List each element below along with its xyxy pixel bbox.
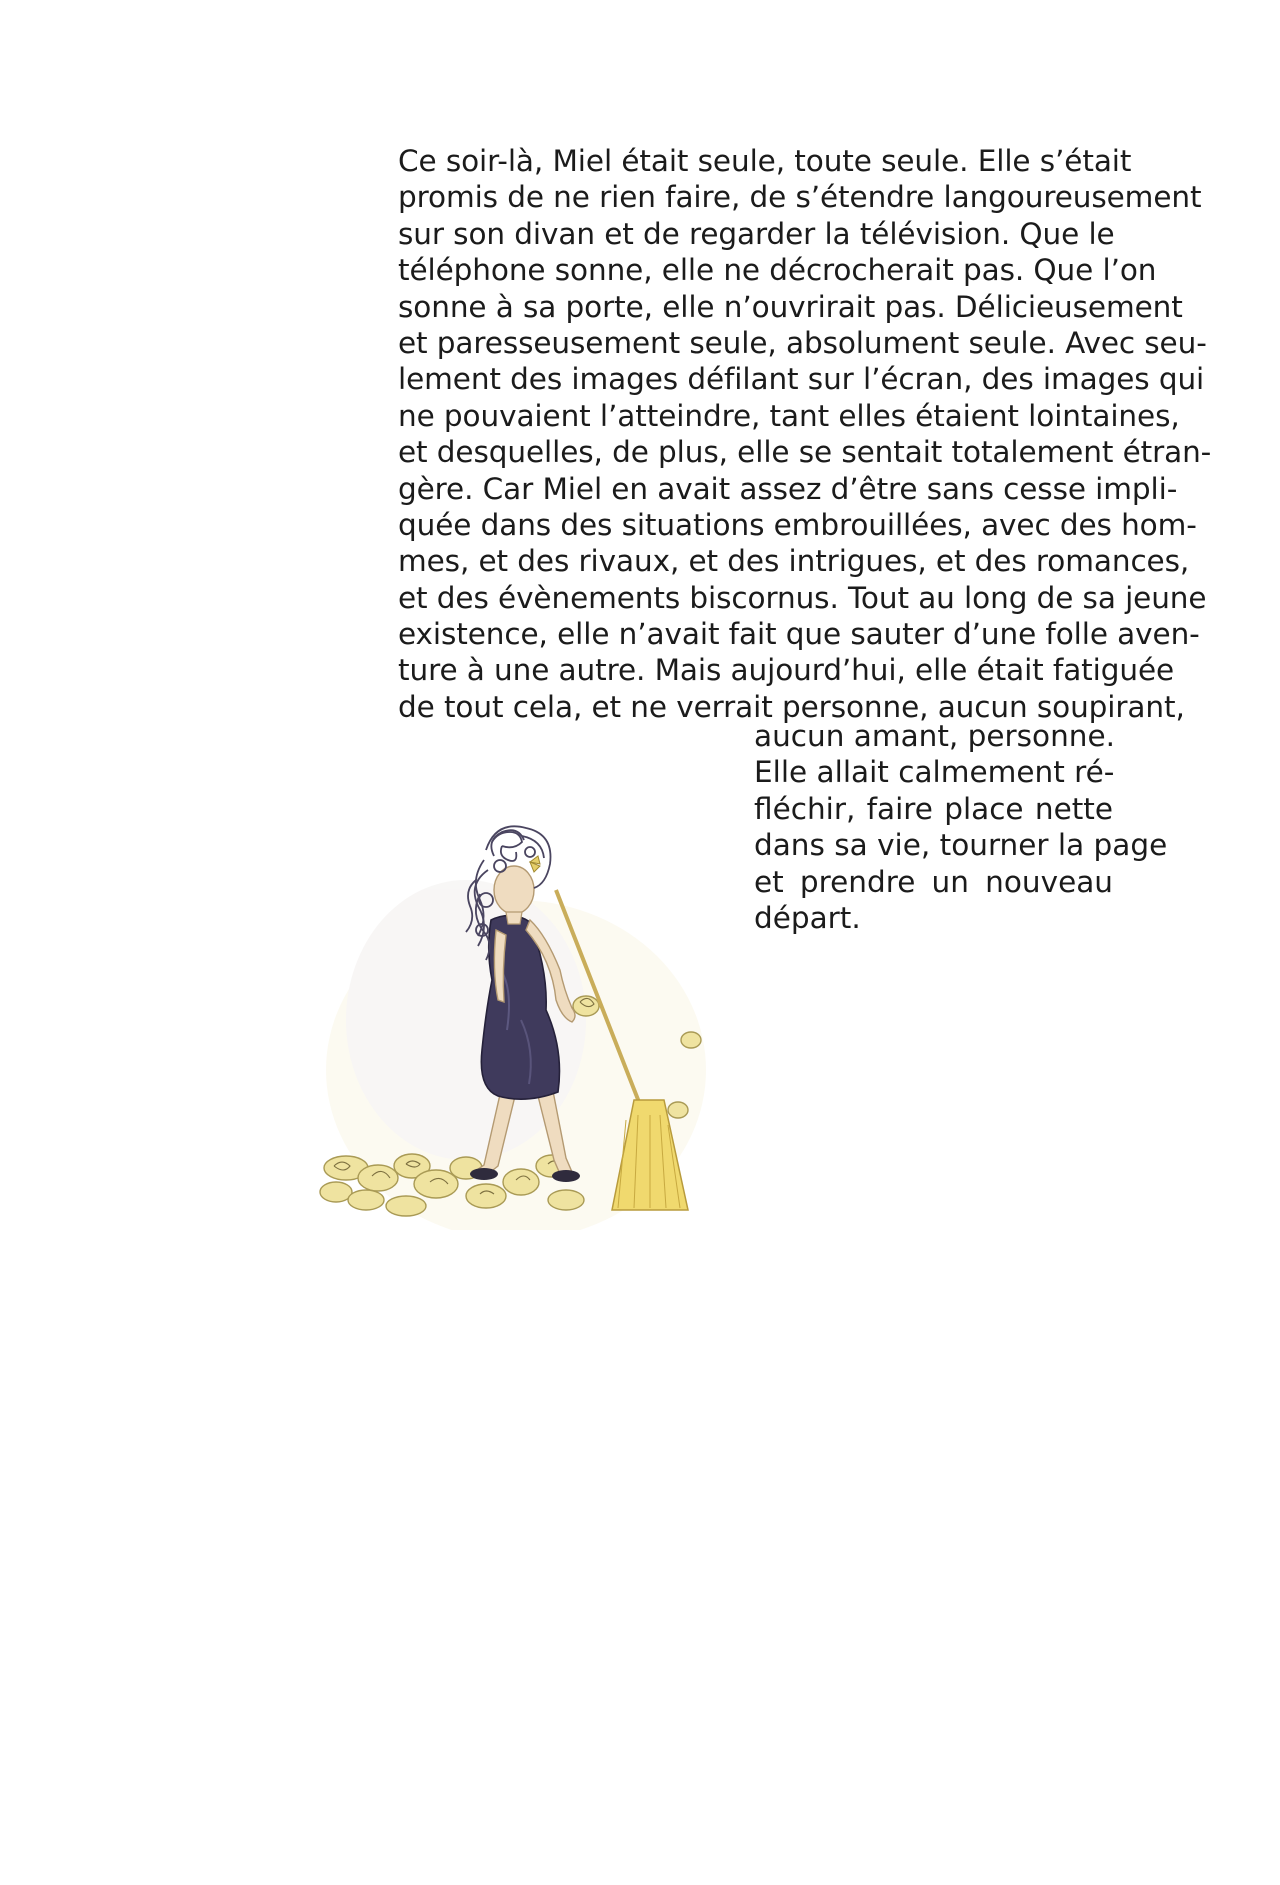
- paragraph-line: ture à une autre. Mais aujourd’hui, elle était fatiguée: [398, 653, 1175, 688]
- hair-ribbon-icon: [530, 856, 540, 872]
- story-paragraph: [398, 143, 1212, 725]
- paragraph-line: aucun amant, personne.: [754, 719, 1116, 753]
- paragraph-line: et prendre un nouveau: [754, 864, 1113, 899]
- paragraph-line: Elle allait calmement ré-: [754, 755, 1115, 790]
- paragraph-line: lement des images défilant sur l’écran, des images qui: [398, 362, 1205, 397]
- paragraph-line: promis de ne rien faire, de s’étendre langoureusement: [398, 180, 1202, 215]
- paragraph-line: existence, elle n’avait fait que sauter d’une folle aven-: [398, 617, 1200, 652]
- paragraph-line: dans sa vie, tourner la page: [754, 828, 1168, 863]
- paragraph-line: départ.: [754, 900, 861, 935]
- paragraph-line: fléchir, faire place nette: [754, 791, 1113, 826]
- story-paragraph-continuation: [754, 718, 1168, 936]
- paragraph-line: Ce soir-là, Miel était seule, toute seule. Elle s’était: [398, 144, 1132, 178]
- paragraph-line: sur son divan et de regarder la télévision. Que le: [398, 216, 1115, 251]
- paragraph-line: sonne à sa porte, elle n’ouvrirait pas. Délicieusement: [398, 289, 1183, 324]
- woman-sweeping-illustration: [316, 770, 730, 1230]
- paragraph-line: téléphone sonne, elle ne décrocherait pas. Que l’on: [398, 253, 1157, 288]
- paragraph-line: ne pouvaient l’atteindre, tant elles étaient lointaines,: [398, 398, 1180, 433]
- paragraph-line: et paresseusement seule, absolument seule. Avec seu-: [398, 325, 1207, 360]
- paragraph-line: de tout cela, et ne verrait personne, aucun soupirant,: [398, 689, 1185, 724]
- paragraph-line: gère. Car Miel en avait assez d’être sans cesse impli-: [398, 471, 1178, 506]
- paragraph-line: et des évènements biscornus. Tout au long de sa jeune: [398, 580, 1207, 615]
- paragraph-line: quée dans des situations embrouillées, avec des hom-: [398, 507, 1197, 542]
- paragraph-line: mes, et des rivaux, et des intrigues, et des romances,: [398, 544, 1190, 579]
- paragraph-line: et desquelles, de plus, elle se sentait totalement étran-: [398, 435, 1212, 470]
